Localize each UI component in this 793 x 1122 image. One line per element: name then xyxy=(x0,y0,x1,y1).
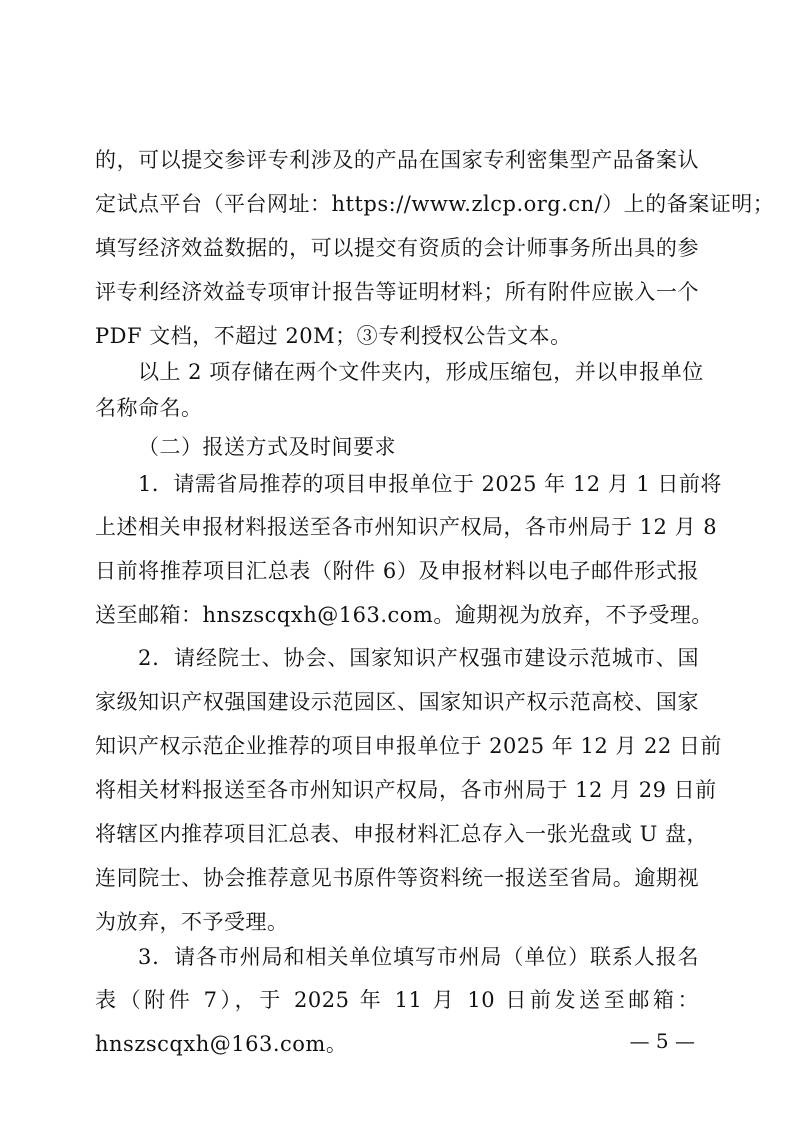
text-line-9: 1．请需省局推荐的项目申报单位于 2025 年 12 月 1 日前将 xyxy=(138,472,722,496)
page-number: — 5 — xyxy=(629,1029,695,1053)
text-line-17: 将辖区内推荐项目汇总表、申报材料汇总存入一张光盘或 U 盘， xyxy=(95,822,709,846)
text-line-12: 送至邮箱：hnszscqxh@163.com。逾期视为放弃，不予受理。 xyxy=(95,603,713,627)
text-line-15: 知识产权示范企业推荐的项目申报单位于 2025 年 12 月 22 日前 xyxy=(95,734,722,758)
text-line-13: 2．请经院士、协会、国家知识产权强市建设示范城市、国 xyxy=(138,646,699,670)
text-line-6: 以上 2 项存储在两个文件夹内，形成压缩包，并以申报单位 xyxy=(138,360,704,384)
text-line-3: 填写经济效益数据的，可以提交有资质的会计师事务所出具的参 xyxy=(95,236,699,260)
text-line-11: 日前将推荐项目汇总表（附件 6）及申报材料以电子邮件形式报 xyxy=(95,559,699,583)
text-line-19: 为放弃，不予受理。 xyxy=(95,910,289,934)
text-line-21: 表（附件 7），于 2025 年 11 月 10 日前发送至邮箱： xyxy=(95,988,699,1012)
text-line-10: 上述相关申报材料报送至各市州知识产权局，各市州局于 12 月 8 xyxy=(95,515,718,539)
text-line-18: 连同院士、协会推荐意见书原件等资料统一报送至省局。逾期视 xyxy=(95,866,699,890)
text-line-5: PDF 文档，不超过 20M；③专利授权公告文本。 xyxy=(95,324,572,348)
text-line-16: 将相关材料报送至各市州知识产权局，各市州局于 12 月 29 日前 xyxy=(95,778,717,802)
text-line-1: 的，可以提交参评专利涉及的产品在国家专利密集型产品备案认 xyxy=(95,148,699,172)
text-line-2: 定试点平台（平台网址：https://www.zlcp.org.cn/）上的备案证明； xyxy=(95,192,775,216)
text-line-4: 评专利经济效益专项审计报告等证明材料；所有附件应嵌入一个 xyxy=(95,280,699,304)
text-line-22: hnszscqxh@163.com。 xyxy=(95,1032,348,1056)
text-line-14: 家级知识产权强国建设示范园区、国家知识产权示范高校、国家 xyxy=(95,690,699,714)
text-line-7: 名称命名。 xyxy=(95,396,203,420)
section-heading: （二）报送方式及时间要求 xyxy=(138,435,396,459)
text-line-20: 3．请各市州局和相关单位填写市州局（单位）联系人报名 xyxy=(138,945,699,969)
